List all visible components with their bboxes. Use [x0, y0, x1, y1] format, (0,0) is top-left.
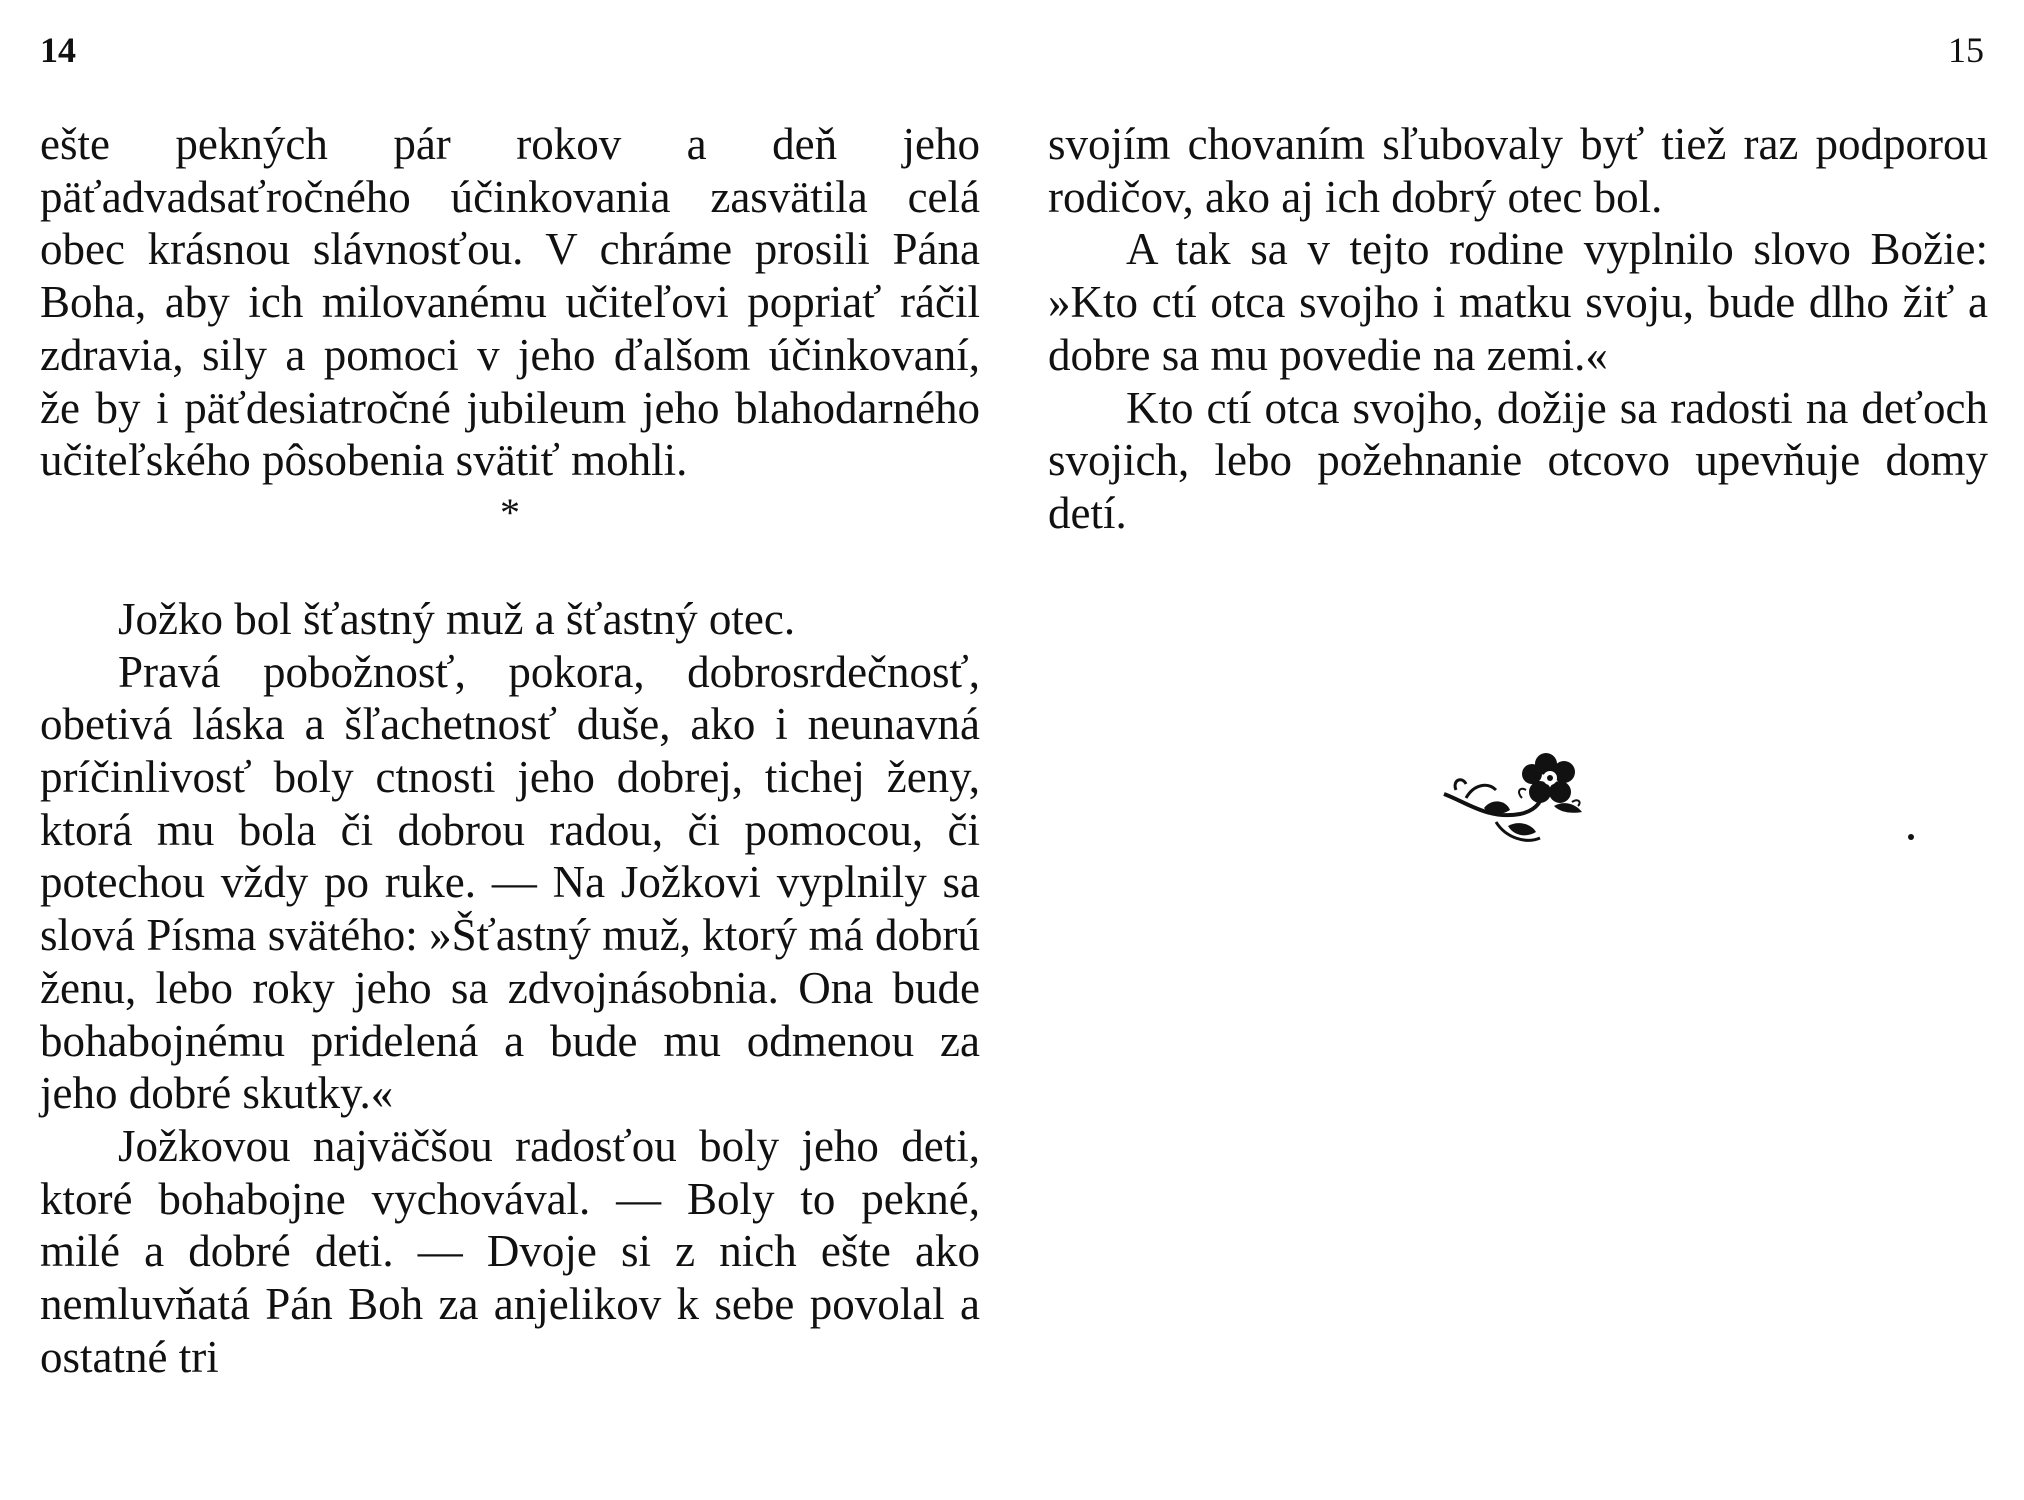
paragraph-left-2: Jožko bol šťastný muž a šťastný otec.	[118, 593, 796, 644]
paragraph-left-3: Pravá pobožnosť, pokora, dobrosrdečnosť, obetivá láska a šľachetnosť duše, ako i neunavná príčinlivosť boly ctnosti jeho dobrej, tichej ženy, ktorá mu bola či dobrou radou, či pomocou, či potechou vždy po ruke. — Na Jožkovi vyplnily sa slová Písma svätého: »Šťastný muž, ktorý má dobrú ženu, lebo roky jeho sa zdvojnásobnia. Ona bude bohabojnému pridelená a bude mu odmenou za jeho dobré skutky.«	[40, 646, 980, 1119]
paragraph-right-2: A tak sa v tejto rodine vyplnilo slovo Božie: »Kto ctí otca svojho i matku svoju, bude dlho žiť a dobre sa mu povedie na zemi.«	[1048, 224, 1988, 380]
paragraph-right-1: svojím chovaním sľubovaly byť tiež raz podporou rodičov, ako aj ich dobrý otec bol.	[1048, 119, 1988, 222]
right-page-number: 15	[1948, 30, 1984, 70]
paragraph-right-3: Kto ctí otca svojho, dožije sa radosti na deťoch svojich, lebo požehnanie otcovo upevňuje domy detí.	[1048, 382, 1988, 538]
paragraph-left-1: ešte pekných pár rokov a deň jeho päťadvadsaťročného účinkovania zasvätila celá obec krásnou slávnosťou. V chráme prosili Pána Boha, aby ich milovanému učiteľovi popriať ráčil zdravia, sily a pomoci v jeho ďalšom účinkovaní, že by i päťdesiatročné jubileum jeho blahodarného učiteľského pôsobenia svätiť mohli.	[40, 119, 980, 486]
right-page-column	[1048, 118, 1988, 540]
paragraph-left-4: Jožkovou najväčšou radosťou boly jeho deti, ktoré bohabojne vychovával. — Boly to pekné, milé a dobré deti. — Dvoje si z nich ešte ako nemluvňatá Pán Boh za anjelikov k sebe povolal a ostatné tri	[40, 1120, 980, 1382]
flower-ornament-icon	[1436, 742, 1586, 852]
left-page-number: 14	[40, 30, 76, 70]
section-separator-asterisk: *	[500, 489, 520, 535]
left-page-column	[40, 118, 980, 1383]
stray-ink-dot	[1908, 834, 1914, 840]
